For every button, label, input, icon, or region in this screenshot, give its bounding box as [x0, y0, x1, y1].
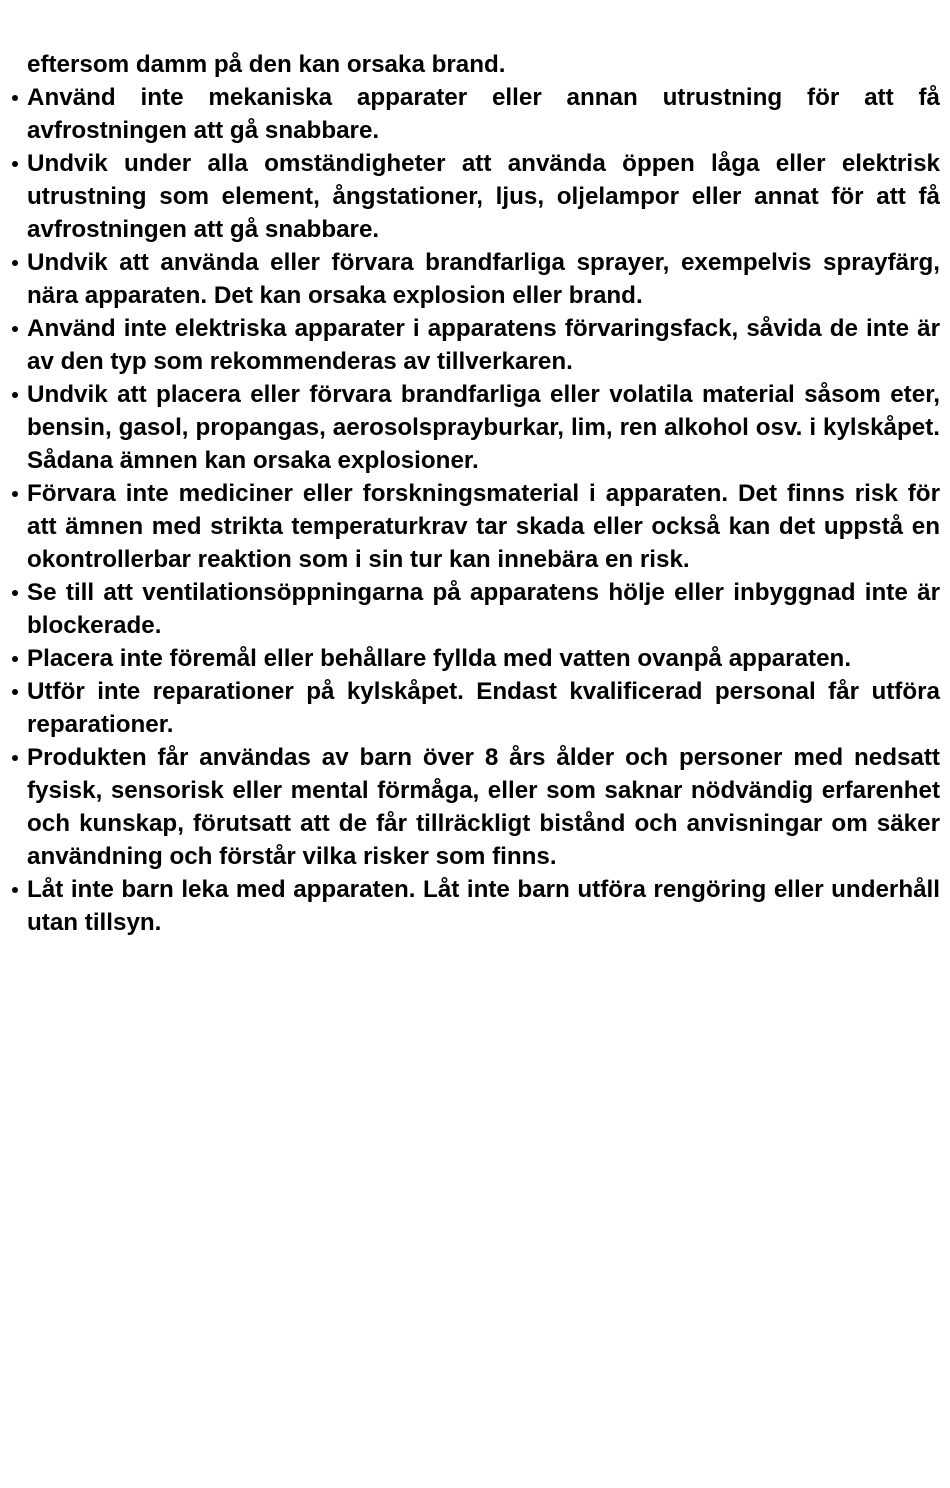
- bullet-icon: [12, 392, 18, 398]
- list-item-text: Använd inte mekaniska apparater eller annan utrustning för att få avfrostningen att gå snabbare.: [27, 84, 940, 144]
- bullet-icon: [12, 161, 18, 167]
- continued-paragraph: eftersom damm på den kan orsaka brand.: [27, 51, 506, 78]
- list-item-text: Förvara inte mediciner eller forskningsmaterial i apparaten. Det finns risk för att ämnen med strikta temperaturkrav tar skada eller också kan det uppstå en okontrollerbar reaktion som i sin tur kan innebära en risk.: [27, 480, 940, 573]
- list-item: [10, 675, 940, 741]
- list-item: [10, 246, 940, 312]
- bullet-icon: [12, 755, 18, 761]
- list-item: [10, 873, 940, 939]
- list-item: [10, 477, 940, 576]
- bullet-icon: [12, 326, 18, 332]
- list-item: [10, 642, 940, 675]
- list-item: [10, 312, 940, 378]
- list-item-text: Utför inte reparationer på kylskåpet. Endast kvalificerad personal får utföra reparationer.: [27, 678, 940, 738]
- list-item-text: Placera inte föremål eller behållare fyllda med vatten ovanpå apparaten.: [27, 645, 852, 672]
- bullet-icon: [12, 491, 18, 497]
- bullet-icon: [12, 656, 18, 662]
- list-item-text: Se till att ventilationsöppningarna på apparatens hölje eller inbyggnad inte är blockerade.: [27, 579, 940, 639]
- list-item-text: Undvik under alla omständigheter att använda öppen låga eller elektrisk utrustning som element, ångstationer, ljus, oljelampor eller annat för att få avfrostningen att gå snabbare.: [27, 150, 940, 243]
- list-item-text: Undvik att placera eller förvara brandfarliga eller volatila material såsom eter, bensin, gasol, propangas, aerosolsprayburkar, lim, ren alkohol osv. i kylskåpet. Sådana ämnen kan orsaka explosioner.: [27, 381, 940, 474]
- list-item-text: Använd inte elektriska apparater i apparatens förvaringsfack, såvida de inte är av den typ som rekommenderas av tillverkaren.: [27, 315, 940, 375]
- safety-instructions-text: [10, 48, 940, 939]
- bullet-icon: [12, 689, 18, 695]
- bullet-icon: [12, 260, 18, 266]
- list-item: [10, 81, 940, 147]
- bullet-icon: [12, 590, 18, 596]
- list-item: [10, 576, 940, 642]
- list-item-text: Undvik att använda eller förvara brandfarliga sprayer, exempelvis sprayfärg, nära apparaten. Det kan orsaka explosion eller brand.: [27, 249, 940, 309]
- list-item: [10, 741, 940, 873]
- list-item: [10, 147, 940, 246]
- list-item: [10, 378, 940, 477]
- bullet-icon: [12, 95, 18, 101]
- safety-bullet-list: [10, 81, 940, 939]
- bullet-icon: [12, 887, 18, 893]
- list-item-text: Produkten får användas av barn över 8 års ålder och personer med nedsatt fysisk, sensorisk eller mental förmåga, eller som saknar nödvändig erfarenhet och kunskap, förutsatt att de får tillräckligt bistånd och anvisningar om säker användning och förstår vilka risker som finns.: [27, 744, 940, 870]
- list-item-text: Låt inte barn leka med apparaten. Låt inte barn utföra rengöring eller underhåll utan tillsyn.: [27, 876, 940, 936]
